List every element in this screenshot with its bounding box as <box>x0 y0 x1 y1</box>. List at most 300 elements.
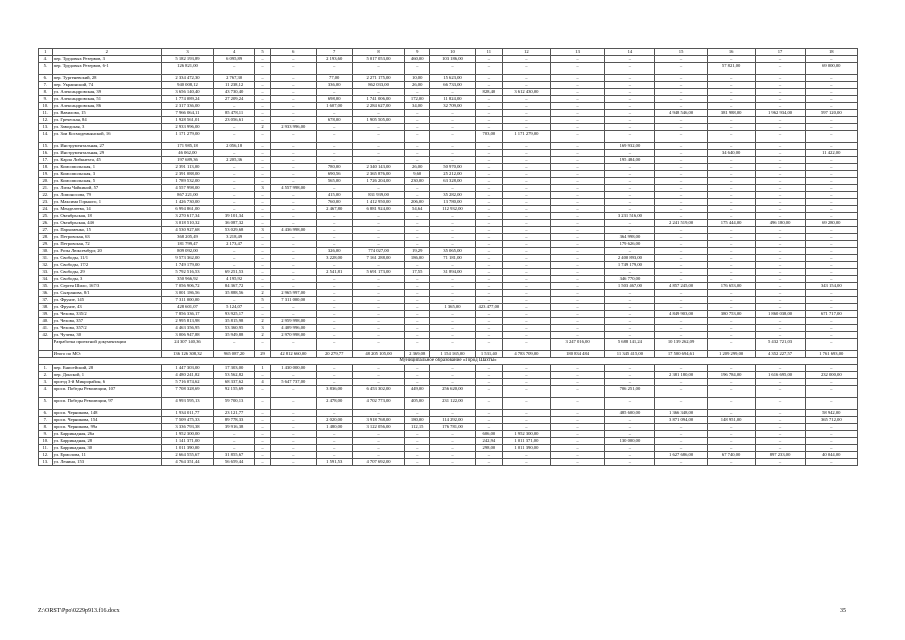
table-row <box>39 117 858 124</box>
row-number-cell: 5. <box>39 398 53 410</box>
value-cell: – <box>316 63 352 75</box>
value-cell: – <box>316 410 352 417</box>
value-cell: – <box>255 424 271 431</box>
value-cell: – <box>475 82 502 89</box>
value-cell: 2 970 998,00 <box>271 332 317 339</box>
value-cell: – <box>430 325 476 332</box>
value-cell: – <box>503 372 551 379</box>
value-cell: 336,00 <box>316 82 352 89</box>
value-cell: – <box>707 431 755 438</box>
value-cell: 114 292,00 <box>430 417 476 424</box>
value-cell: – <box>550 82 605 89</box>
value-cell: 197 689,36 <box>161 157 213 164</box>
value-cell: – <box>550 431 605 438</box>
value-cell: – <box>550 213 605 220</box>
value-cell: – <box>214 103 255 110</box>
value-cell: – <box>475 96 502 103</box>
value-cell: 1 789 532,00 <box>161 178 213 185</box>
value-cell: 1 <box>255 365 271 372</box>
value-cell: – <box>755 255 805 262</box>
value-cell: – <box>271 75 317 82</box>
value-cell: 68 337,62 <box>214 379 255 386</box>
address-cell: ул. Свободы, 3 <box>52 276 161 283</box>
value-cell: – <box>707 386 755 398</box>
value-cell: 1 616 695,00 <box>755 372 805 379</box>
value-cell: 31 894,00 <box>430 269 476 276</box>
value-cell: – <box>605 290 655 297</box>
value-cell: – <box>655 56 707 63</box>
value-cell: – <box>475 56 502 63</box>
address-cell: просп. Победы Революции, 107 <box>52 386 161 398</box>
address-cell: ул. Фрунзе, 145 <box>52 297 161 304</box>
address-cell: ул. Петровская, 72 <box>52 241 161 248</box>
value-cell: 706 251,00 <box>605 386 655 398</box>
value-cell: – <box>655 206 707 213</box>
value-cell: 2 767,30 <box>214 75 255 82</box>
value-cell: – <box>805 185 857 192</box>
value-cell: – <box>605 164 655 171</box>
value-cell: 15 <box>655 49 707 56</box>
value-cell: – <box>550 318 605 325</box>
value-cell: 2 664 555,67 <box>161 452 213 459</box>
value-cell: 7 056 906,72 <box>161 283 213 290</box>
value-cell: 206,00 <box>405 199 430 206</box>
value-cell: – <box>271 386 317 398</box>
value-cell: – <box>707 178 755 185</box>
value-cell: – <box>271 311 317 318</box>
value-cell: – <box>605 56 655 63</box>
value-cell: – <box>271 89 317 96</box>
value-cell: 2 334 472,30 <box>161 75 213 82</box>
value-cell: – <box>707 365 755 372</box>
value-cell: – <box>605 131 655 143</box>
value-cell: – <box>605 75 655 82</box>
value-cell: – <box>475 143 502 150</box>
value-cell: – <box>352 332 404 339</box>
value-cell: – <box>503 227 551 234</box>
address-cell: пер. Енисейский, 28 <box>52 365 161 372</box>
value-cell: 48 205 105,00 <box>352 351 404 358</box>
value-cell: – <box>214 192 255 199</box>
value-cell: – <box>655 386 707 398</box>
table-row <box>39 410 858 417</box>
value-cell: – <box>352 262 404 269</box>
address-cell: ул. Пархоменко, 15 <box>52 227 161 234</box>
value-cell: – <box>550 117 605 124</box>
value-cell: – <box>755 213 805 220</box>
value-cell: – <box>707 318 755 325</box>
value-cell: – <box>271 164 317 171</box>
value-cell: – <box>755 283 805 290</box>
value-cell: – <box>271 241 317 248</box>
table-row <box>39 262 858 269</box>
value-cell: 6 994 861,00 <box>161 206 213 213</box>
row-number-cell: 6. <box>39 75 53 82</box>
address-cell: ул. Александровская, 86 <box>52 103 161 110</box>
value-cell: – <box>503 157 551 164</box>
value-cell: – <box>475 150 502 157</box>
value-cell: – <box>316 157 352 164</box>
value-cell: 171 985,18 <box>161 143 213 150</box>
value-cell: 35 065,00 <box>430 248 476 255</box>
value-cell: – <box>707 192 755 199</box>
total-row <box>39 351 858 358</box>
value-cell: – <box>271 283 317 290</box>
value-cell: – <box>255 157 271 164</box>
value-cell: – <box>352 185 404 192</box>
table-row <box>39 365 858 372</box>
value-cell: – <box>755 417 805 424</box>
value-cell: 4 480 241,82 <box>161 372 213 379</box>
value-cell: – <box>503 110 551 117</box>
value-cell: 1 209 299,00 <box>707 351 755 358</box>
value-cell: 3 247 016,00 <box>550 339 605 351</box>
value-cell: 7 <box>316 49 352 56</box>
value-cell: – <box>550 438 605 445</box>
table-row <box>39 82 858 89</box>
value-cell: – <box>405 459 430 466</box>
table-row <box>39 157 858 164</box>
value-cell: – <box>503 234 551 241</box>
value-cell: – <box>405 304 430 311</box>
table-row <box>39 131 858 143</box>
value-cell: – <box>805 96 857 103</box>
value-cell: – <box>430 89 476 96</box>
value-cell: 40 044,00 <box>805 452 857 459</box>
row-number-cell: 13. <box>39 124 53 131</box>
value-cell: – <box>352 131 404 143</box>
value-cell: – <box>605 365 655 372</box>
value-cell: 36 087,32 <box>214 220 255 227</box>
value-cell: – <box>430 63 476 75</box>
value-cell: – <box>605 199 655 206</box>
value-cell: – <box>316 213 352 220</box>
row-number-cell: 21. <box>39 185 53 192</box>
value-cell: 8 <box>352 49 404 56</box>
value-cell: – <box>655 445 707 452</box>
value-cell: – <box>503 117 551 124</box>
value-cell: 671 717,00 <box>805 311 857 318</box>
value-cell: – <box>316 438 352 445</box>
value-cell: – <box>550 325 605 332</box>
value-cell: – <box>655 431 707 438</box>
table-header-row <box>39 49 858 56</box>
value-cell: – <box>655 332 707 339</box>
value-cell: – <box>271 424 317 431</box>
value-cell: – <box>214 248 255 255</box>
value-cell: – <box>805 143 857 150</box>
table-row <box>39 75 858 82</box>
value-cell: – <box>655 213 707 220</box>
address-cell: ул. Комсомольская, 1 <box>52 164 161 171</box>
value-cell: 7 708 328,69 <box>161 386 213 398</box>
address-cell: ул. Карла Либкнехта, 45 <box>52 157 161 164</box>
value-cell: – <box>655 318 707 325</box>
row-number-cell: 22. <box>39 192 53 199</box>
value-cell: – <box>255 398 271 410</box>
value-cell: 176 653,00 <box>707 283 755 290</box>
data-table-container <box>38 48 858 466</box>
value-cell: 1 928 561,01 <box>161 117 213 124</box>
value-cell: 5 <box>255 297 271 304</box>
value-cell: – <box>655 379 707 386</box>
value-cell: 23 121,77 <box>214 410 255 417</box>
value-cell: 1 607,00 <box>316 103 352 110</box>
value-cell: – <box>707 304 755 311</box>
value-cell: 4 557 998,00 <box>161 185 213 192</box>
value-cell: – <box>271 452 317 459</box>
address-cell: ул. Менделеева, 14 <box>52 206 161 213</box>
value-cell: 3 122 056,00 <box>352 424 404 431</box>
value-cell: – <box>755 164 805 171</box>
value-cell: 1 154 165,00 <box>430 351 476 358</box>
address-cell: ул. Зои Космодемьянской, 16 <box>52 131 161 143</box>
value-cell: 1 366 348,00 <box>655 410 707 417</box>
value-cell: – <box>405 234 430 241</box>
value-cell: – <box>655 438 707 445</box>
value-cell: 43 730,40 <box>214 89 255 96</box>
value-cell: – <box>805 438 857 445</box>
value-cell: 5 432 721,03 <box>755 339 805 351</box>
value-cell: – <box>605 220 655 227</box>
row-number-cell: 31. <box>39 255 53 262</box>
row-number-cell: 19. <box>39 171 53 178</box>
value-cell: – <box>755 185 805 192</box>
value-cell: – <box>430 311 476 318</box>
value-cell: – <box>605 424 655 431</box>
value-cell: – <box>805 290 857 297</box>
value-cell: – <box>271 96 317 103</box>
value-cell: 112,15 <box>405 424 430 431</box>
row-number-cell: 40. <box>39 318 53 325</box>
value-cell: 4 436 998,00 <box>271 227 317 234</box>
value-cell: – <box>255 459 271 466</box>
value-cell: – <box>271 206 317 213</box>
value-cell: 1 952 300,00 <box>503 431 551 438</box>
value-cell: – <box>605 171 655 178</box>
value-cell: – <box>605 185 655 192</box>
value-cell: – <box>550 199 605 206</box>
value-cell: – <box>316 185 352 192</box>
value-cell: 13 780,00 <box>430 199 476 206</box>
value-cell: – <box>655 164 707 171</box>
value-cell: 69 000,00 <box>805 63 857 75</box>
value-cell: 92 155,69 <box>214 386 255 398</box>
value-cell: 690,56 <box>316 171 352 178</box>
table-row <box>39 234 858 241</box>
address-cell: ул. Комсомольская, 3 <box>52 171 161 178</box>
value-cell: 4 409 996,00 <box>271 325 317 332</box>
value-cell: – <box>316 379 352 386</box>
value-cell: – <box>503 220 551 227</box>
address-cell: ул. Лизы Чайкиной, 57 <box>52 185 161 192</box>
value-cell: – <box>475 262 502 269</box>
value-cell: 415,00 <box>316 192 352 199</box>
value-cell: 381 988,00 <box>707 110 755 117</box>
table-row <box>39 445 858 452</box>
value-cell: – <box>655 82 707 89</box>
value-cell: 298,00 <box>475 445 502 452</box>
value-cell: 3 336 793,38 <box>161 424 213 431</box>
value-cell: 2 205,36 <box>214 157 255 164</box>
section-title-row <box>39 358 858 365</box>
value-cell: – <box>352 365 404 372</box>
row-number-cell: 8. <box>39 89 53 96</box>
address-cell: пер. Донской, 1 <box>52 372 161 379</box>
value-cell: 4 783 709,00 <box>503 351 551 358</box>
value-cell: – <box>503 339 551 351</box>
address-cell: пер. Тургеневский, 28 <box>52 75 161 82</box>
value-cell: 862 033,00 <box>352 82 404 89</box>
value-cell: – <box>214 124 255 131</box>
value-cell: – <box>655 117 707 124</box>
value-cell: – <box>550 365 605 372</box>
value-cell: 597 120,00 <box>805 110 857 117</box>
table-row <box>39 398 858 410</box>
value-cell: – <box>503 192 551 199</box>
address-cell: пер. Трудовых Резервов, 6-1 <box>52 63 161 75</box>
value-cell: 380 753,00 <box>707 311 755 318</box>
row-number-cell: 10. <box>39 438 53 445</box>
value-cell: 2 965 997,00 <box>271 290 317 297</box>
value-cell: 1 447 303,00 <box>161 365 213 372</box>
value-cell: 10 <box>430 49 476 56</box>
value-cell: – <box>755 227 805 234</box>
value-cell: – <box>755 178 805 185</box>
value-cell: – <box>805 103 857 110</box>
value-cell: – <box>255 311 271 318</box>
value-cell: – <box>475 248 502 255</box>
value-cell: – <box>271 431 317 438</box>
value-cell: – <box>755 304 805 311</box>
value-cell: – <box>503 297 551 304</box>
value-cell: 71 181,00 <box>430 255 476 262</box>
value-cell: 831 939,00 <box>352 192 404 199</box>
table-row <box>39 311 858 318</box>
value-cell: – <box>707 82 755 89</box>
value-cell: – <box>550 143 605 150</box>
value-cell: 2 <box>255 318 271 325</box>
value-cell: – <box>805 276 857 283</box>
value-cell: 1 627 686,00 <box>655 452 707 459</box>
value-cell: 2 271 175,00 <box>352 75 404 82</box>
value-cell: 2 173,47 <box>214 241 255 248</box>
value-cell: – <box>805 431 857 438</box>
value-cell: 34,00 <box>405 103 430 110</box>
value-cell: – <box>405 297 430 304</box>
address-cell: ул. Максима Горького, 1 <box>52 199 161 206</box>
value-cell: 5 792 516,53 <box>161 269 213 276</box>
address-cell: ул. Вавилова, 15 <box>52 110 161 117</box>
table-row <box>39 185 858 192</box>
value-cell: 1 860 038,00 <box>755 311 805 318</box>
value-cell: 3 836,00 <box>316 386 352 398</box>
value-cell: – <box>707 89 755 96</box>
value-cell: – <box>475 199 502 206</box>
address-cell: ул. Греческая, 84 <box>52 117 161 124</box>
value-cell: 42 812 660,00 <box>271 351 317 358</box>
value-cell: – <box>271 178 317 185</box>
value-cell: – <box>475 452 502 459</box>
value-cell: – <box>352 227 404 234</box>
value-cell: – <box>255 262 271 269</box>
value-cell: – <box>755 143 805 150</box>
value-cell: – <box>605 124 655 131</box>
table-row <box>39 96 858 103</box>
value-cell: – <box>755 459 805 466</box>
row-number-cell: 12. <box>39 452 53 459</box>
value-cell: – <box>271 372 317 379</box>
value-cell: – <box>405 452 430 459</box>
address-cell: ул. Октябрьская, 18 <box>52 213 161 220</box>
value-cell: – <box>707 241 755 248</box>
value-cell: – <box>550 192 605 199</box>
value-cell: 2 <box>255 290 271 297</box>
value-cell: – <box>755 325 805 332</box>
value-cell: – <box>475 63 502 75</box>
row-number-cell: 7. <box>39 417 53 424</box>
value-cell: – <box>316 131 352 143</box>
value-cell: – <box>430 131 476 143</box>
value-cell: – <box>255 110 271 117</box>
value-cell: 6 095,89 <box>214 56 255 63</box>
value-cell: 13 <box>550 49 605 56</box>
value-cell: 4 849 903,00 <box>655 311 707 318</box>
value-cell: – <box>352 276 404 283</box>
address-cell: ул. Инструментальная, 27 <box>52 143 161 150</box>
value-cell: – <box>503 379 551 386</box>
row-number-cell: 32. <box>39 262 53 269</box>
value-cell: 15 623,00 <box>430 75 476 82</box>
value-cell: 4 463 356,95 <box>161 325 213 332</box>
value-cell: – <box>755 157 805 164</box>
value-cell: 186,00 <box>405 255 430 262</box>
value-cell: – <box>503 283 551 290</box>
value-cell: – <box>475 255 502 262</box>
value-cell: – <box>503 213 551 220</box>
value-cell: 2 317 336,00 <box>161 103 213 110</box>
value-cell: – <box>503 262 551 269</box>
address-cell: проезд 3-й Микрорайон, 6 <box>52 379 161 386</box>
value-cell: – <box>655 150 707 157</box>
value-cell: – <box>605 178 655 185</box>
value-cell: 2 <box>255 332 271 339</box>
value-cell: 485 600,00 <box>605 410 655 417</box>
table-row <box>39 171 858 178</box>
value-cell: 1 741 006,00 <box>352 96 404 103</box>
value-cell: – <box>352 452 404 459</box>
value-cell: – <box>755 75 805 82</box>
value-cell: 1 962 934,00 <box>755 110 805 117</box>
address-cell: ул. Свободы, 17/2 <box>52 262 161 269</box>
value-cell: 4 948 546,00 <box>655 110 707 117</box>
row-number-cell: 5. <box>39 63 53 75</box>
value-cell: – <box>255 206 271 213</box>
table-row <box>39 452 858 459</box>
row-number-cell: 11. <box>39 445 53 452</box>
value-cell: 242,94 <box>475 438 502 445</box>
value-cell: – <box>430 445 476 452</box>
value-cell: – <box>503 276 551 283</box>
value-cell: – <box>405 131 430 143</box>
value-cell: – <box>405 438 430 445</box>
value-cell: – <box>605 398 655 410</box>
value-cell: – <box>503 248 551 255</box>
address-cell: ул. Сергея Шило, 167/3 <box>52 283 161 290</box>
value-cell: – <box>550 157 605 164</box>
address-cell: ул. Баррикадная, 30 <box>52 445 161 452</box>
value-cell: – <box>352 438 404 445</box>
